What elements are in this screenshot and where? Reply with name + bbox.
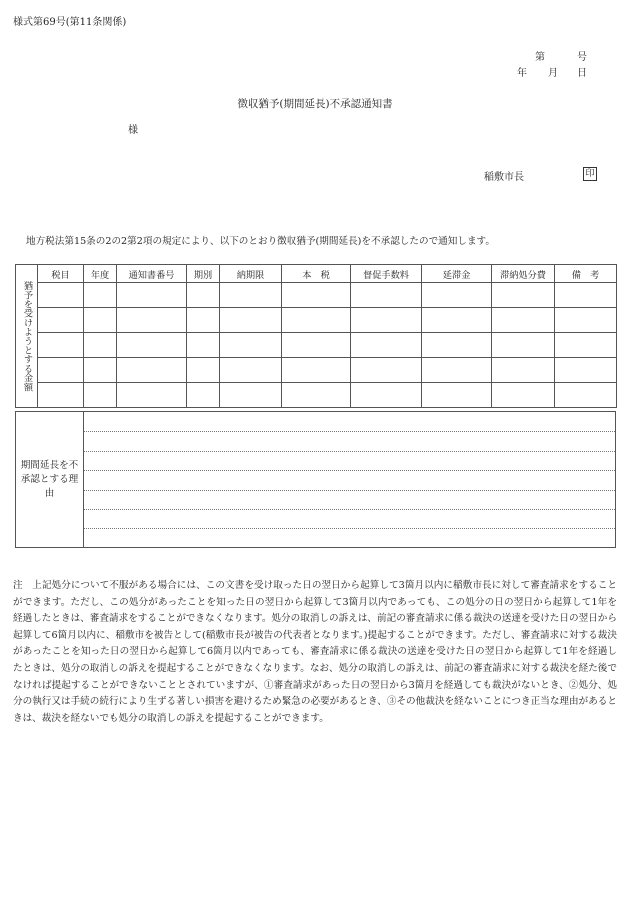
table-row <box>16 283 617 308</box>
seal-stamp: 印 <box>583 167 597 181</box>
cell[interactable] <box>492 308 555 333</box>
appeal-note: 注 上記処分について不服がある場合には、この文書を受け取った日の翌日から起算して3箇月以内に稲敷市長に対して審査請求をすることができます。ただし、この処分があったことを知った日の翌日から起算して3箇月以内であっても、この処分の日の翌日から起算して1年を経過したときは、審査請求をすることができなくなります。処分の取消しの訴えは、前記の審査請求に係る裁決の送達を受けた日の翌日から起算して6箇月以内に、稲敷市を被告として(稲敷市長が被告の代表者となります。)提起することができます。ただし、審査請求に対する裁決があったことを知った日の翌日から起算して6箇月以内であっても、審査請求に係る裁決の送達を受けた日の翌日から起算して1年を経過したときは、処分の取消しの訴えを提起することができなくなります。なお、処分の取消しの訴えは、前記の審査請求に対する裁決を経た後でなければ提起することができないこととされていますが、①審査請求があった日の翌日から3箇月を経過しても裁決がないとき、②処分、処分の執行又は手続の続行により生ずる著しい損害を避けるため緊急の必要があるとき、③その他裁決を経ないことにつき正当な理由があるときは、裁決を経ないでも処分の取消しの訴えを提起することができます。 <box>13 580 617 724</box>
cell[interactable] <box>555 308 617 333</box>
cell[interactable] <box>282 358 351 383</box>
date-year: 年 <box>517 68 527 79</box>
cell[interactable] <box>351 383 422 408</box>
cell[interactable] <box>187 383 220 408</box>
cell[interactable] <box>84 333 117 358</box>
header-cell: 本 税 <box>282 265 351 283</box>
cell[interactable] <box>555 383 617 408</box>
dotted-line <box>84 431 615 432</box>
header-cell: 滞納処分費 <box>492 265 555 283</box>
cell[interactable] <box>84 283 117 308</box>
cell[interactable] <box>282 383 351 408</box>
cell[interactable] <box>351 308 422 333</box>
cell[interactable] <box>422 283 492 308</box>
cell[interactable] <box>38 333 84 358</box>
doc-number-dai: 第 <box>535 52 545 63</box>
reason-table <box>15 411 616 548</box>
header-cell: 延滞金 <box>422 265 492 283</box>
cell[interactable] <box>492 283 555 308</box>
header-cell: 通知書番号 <box>117 265 187 283</box>
reason-field[interactable] <box>84 412 616 548</box>
cell[interactable] <box>282 333 351 358</box>
header-cell: 納期限 <box>220 265 282 283</box>
amount-table <box>15 264 617 408</box>
cell[interactable] <box>555 333 617 358</box>
header-cell: 税目 <box>38 265 84 283</box>
intro-text: 地方税法第15条の2の2第2項の規定により、以下のとおり徴収猶予(期間延長)を不承認したので通知します。 <box>26 236 495 247</box>
form-number: 様式第69号(第11条関係) <box>13 17 127 28</box>
cell[interactable] <box>84 358 117 383</box>
cell[interactable] <box>220 333 282 358</box>
cell[interactable] <box>351 283 422 308</box>
cell[interactable] <box>555 283 617 308</box>
dotted-line <box>84 470 615 471</box>
cell[interactable] <box>220 283 282 308</box>
cell[interactable] <box>492 358 555 383</box>
reason-label: 期間延長を不承認とする理由 <box>20 459 79 499</box>
cell[interactable] <box>351 358 422 383</box>
side-label: 猶予を受けようとする金額 <box>21 280 33 392</box>
cell[interactable] <box>492 333 555 358</box>
cell[interactable] <box>351 333 422 358</box>
date-month: 月 <box>548 68 558 79</box>
cell[interactable] <box>117 308 187 333</box>
header-cell: 年度 <box>84 265 117 283</box>
cell[interactable] <box>117 283 187 308</box>
cell[interactable] <box>422 358 492 383</box>
cell[interactable] <box>187 308 220 333</box>
table-row <box>16 358 617 383</box>
cell[interactable] <box>187 333 220 358</box>
dotted-line <box>84 528 615 529</box>
reason-label-cell <box>16 412 84 548</box>
cell[interactable] <box>38 358 84 383</box>
header-cell: 督促手数料 <box>351 265 422 283</box>
cell[interactable] <box>187 283 220 308</box>
table-row <box>16 333 617 358</box>
cell[interactable] <box>282 308 351 333</box>
cell[interactable] <box>220 358 282 383</box>
header-cell: 備 考 <box>555 265 617 283</box>
cell[interactable] <box>422 333 492 358</box>
cell[interactable] <box>117 358 187 383</box>
dotted-line <box>84 451 615 452</box>
cell[interactable] <box>84 383 117 408</box>
cell[interactable] <box>555 358 617 383</box>
doc-number-go: 号 <box>577 52 587 63</box>
cell[interactable] <box>282 283 351 308</box>
document-title: 徴収猶予(期間延長)不承認通知書 <box>237 98 393 110</box>
cell[interactable] <box>38 308 84 333</box>
cell[interactable] <box>38 383 84 408</box>
cell[interactable] <box>492 383 555 408</box>
side-label-cell <box>16 265 38 408</box>
table-row <box>16 383 617 408</box>
addressee-suffix: 様 <box>128 125 138 136</box>
dotted-line <box>84 490 615 491</box>
table-row <box>16 308 617 333</box>
dotted-line <box>84 509 615 510</box>
date-day: 日 <box>577 68 587 79</box>
issuer-name: 稲敷市長 <box>484 172 524 183</box>
cell[interactable] <box>187 358 220 383</box>
cell[interactable] <box>422 383 492 408</box>
cell[interactable] <box>84 308 117 333</box>
cell[interactable] <box>117 383 187 408</box>
header-cell: 期別 <box>187 265 220 283</box>
cell[interactable] <box>220 383 282 408</box>
cell[interactable] <box>422 308 492 333</box>
cell[interactable] <box>38 283 84 308</box>
cell[interactable] <box>117 333 187 358</box>
cell[interactable] <box>220 308 282 333</box>
